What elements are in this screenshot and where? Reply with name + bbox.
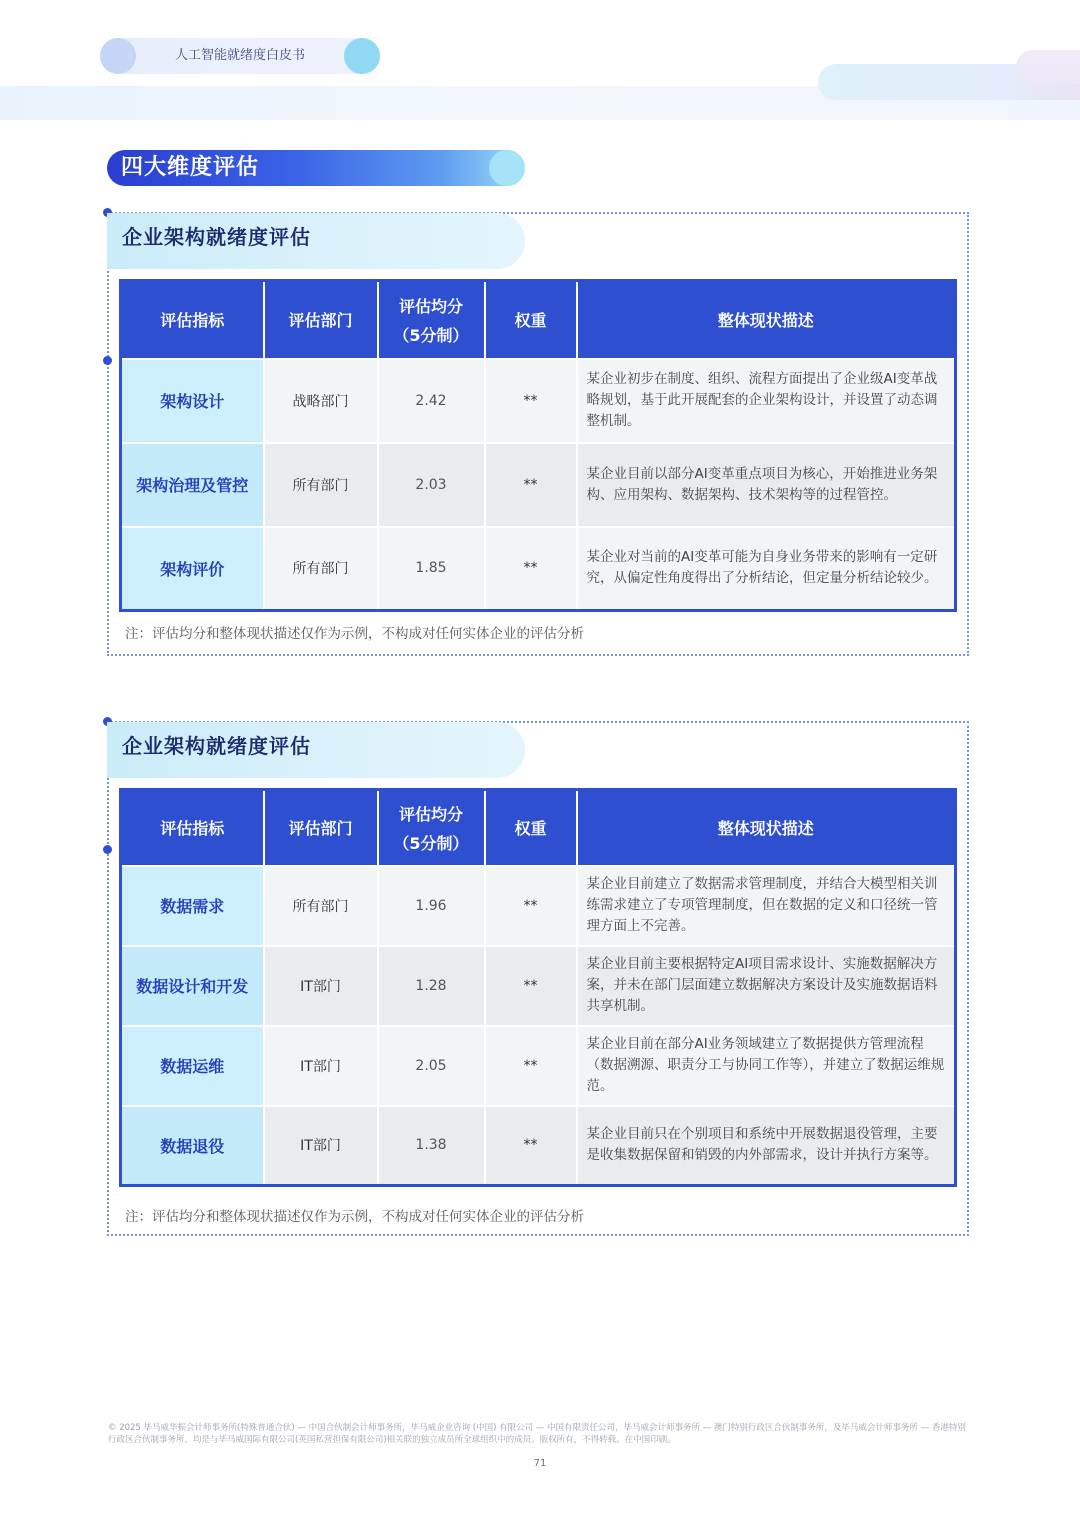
table-row xyxy=(121,1026,956,1106)
department-cell: IT部门 xyxy=(264,1106,378,1186)
description-cell: 某企业目前在部分AI业务领域建立了数据提供方管理流程（数据溯源、职责分工与协同工作等），并建立了数据运维规范。 xyxy=(577,1026,956,1106)
header-average-score-line2: （5分制） xyxy=(393,325,469,345)
table-row xyxy=(121,1106,956,1186)
score-cell: 1.96 xyxy=(378,866,485,946)
card-label: 企业架构就绪度评估 xyxy=(122,225,311,249)
header-average-score-line1: 评估均分 xyxy=(398,804,463,824)
table-header-row xyxy=(121,790,956,866)
table-row xyxy=(121,443,956,527)
table-note: 注：评估均分和整体现状描述仅作为示例，不构成对任何实体企业的评估分析 xyxy=(125,626,584,642)
page-number: 71 xyxy=(533,1458,547,1469)
indicator-cell: 架构设计 xyxy=(121,359,264,443)
indicator-cell: 架构治理及管控 xyxy=(121,443,264,527)
department-cell: 所有部门 xyxy=(264,443,378,527)
indicator-cell: 数据需求 xyxy=(121,866,264,946)
description-cell: 某企业目前建立了数据需求管理制度，并结合大模型相关训练需求建立了专项管理制度，但在数据的定义和口径统一管理方面上不完善。 xyxy=(577,866,956,946)
table-header-row xyxy=(121,281,956,359)
table-note: 注：评估均分和整体现状描述仅作为示例，不构成对任何实体企业的评估分析 xyxy=(125,1209,584,1225)
table-row xyxy=(121,359,956,443)
score-cell: 2.42 xyxy=(378,359,485,443)
indicator-cell: 数据运维 xyxy=(121,1026,264,1106)
score-cell: 1.85 xyxy=(378,527,485,611)
header-average-score-line2: （5分制） xyxy=(393,833,469,853)
weight-cell: ** xyxy=(485,527,577,611)
header-weight: 权重 xyxy=(485,790,577,866)
header-indicator: 评估指标 xyxy=(121,281,264,359)
table-row xyxy=(121,527,956,611)
header-department: 评估部门 xyxy=(264,281,378,359)
document-title: 人工智能就绪度白皮书 xyxy=(174,48,305,63)
score-cell: 1.28 xyxy=(378,946,485,1026)
weight-cell: ** xyxy=(485,946,577,1026)
description-cell: 某企业初步在制度、组织、流程方面提出了企业级AI变革战略规划，基于此开展配套的企业架构设计，并设置了动态调整机制。 xyxy=(577,359,956,443)
section-title-bar-tip xyxy=(489,150,525,186)
indicator-cell: 数据退役 xyxy=(121,1106,264,1186)
table-row xyxy=(121,946,956,1026)
header-average-score xyxy=(378,281,485,359)
score-cell: 2.03 xyxy=(378,443,485,527)
description-cell: 某企业目前只在个别项目和系统中开展数据退役管理，主要是收集数据保留和销毁的内外部需求，设计并执行方案等。 xyxy=(577,1106,956,1186)
description-cell: 某企业目前以部分AI变革重点项目为核心，开始推进业务架构、应用架构、数据架构、技术架构等的过程管控。 xyxy=(577,443,956,527)
header-department: 评估部门 xyxy=(264,790,378,866)
weight-cell: ** xyxy=(485,1026,577,1106)
header-pill-right-cap xyxy=(344,38,380,74)
weight-cell: ** xyxy=(485,443,577,527)
header-average-score xyxy=(378,790,485,866)
department-cell: IT部门 xyxy=(264,1026,378,1106)
card-side-dot xyxy=(103,845,112,854)
header-description: 整体现状描述 xyxy=(577,281,956,359)
department-cell: 所有部门 xyxy=(264,527,378,611)
indicator-cell: 数据设计和开发 xyxy=(121,946,264,1026)
header-indicator: 评估指标 xyxy=(121,790,264,866)
weight-cell: ** xyxy=(485,1106,577,1186)
header-description: 整体现状描述 xyxy=(577,790,956,866)
table-row xyxy=(121,866,956,946)
card-label: 企业架构就绪度评估 xyxy=(122,734,311,758)
description-cell: 某企业对当前的AI变革可能为自身业务带来的影响有一定研究，从偏定性角度得出了分析结论，但定量分析结论较少。 xyxy=(577,527,956,611)
card-side-dot xyxy=(103,356,112,365)
indicator-cell: 架构评价 xyxy=(121,527,264,611)
copyright-notice: © 2025 毕马威华振会计师事务所(特殊普通合伙) — 中国合伙制会计师事务所，毕马威企业咨询 (中国) 有限公司 — 中国有限责任公司，毕马威会计师事务所 — 澳门特别行政区合伙制事务所，及毕马威会计师事务所 — 香港特别行政区合伙制事务所，均是与毕马威国际有限公司(英国私营担保有限公司)相关联的独立成员所全球组织中的成员。版权所有，不得转载。在中国印刷。 xyxy=(108,1423,966,1445)
header-average-score-line1: 评估均分 xyxy=(398,296,463,316)
weight-cell: ** xyxy=(485,866,577,946)
score-cell: 1.38 xyxy=(378,1106,485,1186)
section-title: 四大维度评估 xyxy=(121,155,260,180)
department-cell: 战略部门 xyxy=(264,359,378,443)
department-cell: IT部门 xyxy=(264,946,378,1026)
assessment-table-1 xyxy=(119,279,957,612)
score-cell: 2.05 xyxy=(378,1026,485,1106)
header-pill-left-cap xyxy=(100,38,136,74)
weight-cell: ** xyxy=(485,359,577,443)
header-weight: 权重 xyxy=(485,281,577,359)
assessment-table-2 xyxy=(119,788,957,1187)
section-title-bar xyxy=(107,150,525,186)
department-cell: 所有部门 xyxy=(264,866,378,946)
description-cell: 某企业目前主要根据特定AI项目需求设计、实施数据解决方案，并未在部门层面建立数据解决方案设计及实施数据语料共享机制。 xyxy=(577,946,956,1026)
header-decoration-small xyxy=(1016,50,1080,84)
